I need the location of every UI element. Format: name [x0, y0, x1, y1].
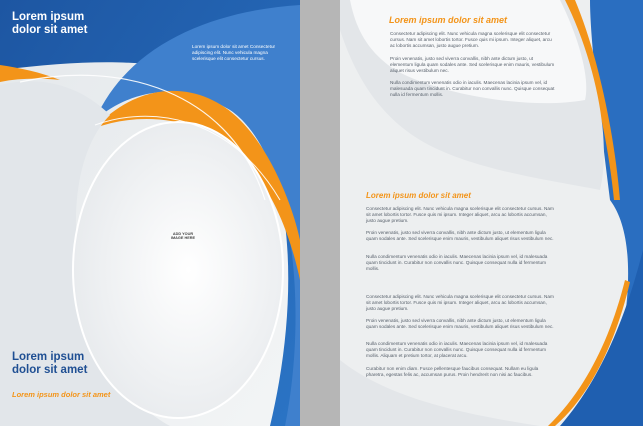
left-header-title-line-2: dolor sit amet	[12, 24, 88, 36]
image-placeholder-line-2: IMAGE HERE	[170, 236, 196, 241]
section1-heading: Lorem ipsum dolor sit amet	[389, 15, 508, 25]
left-header-paragraph: Lorem ipsum dolor sit amet Consectetur adipiscing elit. Nunc vehicula magna scelerisque elit consectetur cursus.	[192, 44, 276, 61]
section1-paragraph-1: Consectetur adipiscing elit. Nunc vehicula magna scelerisque elit consectetur cursus. Nam sit amet lobortis tortor. Fusce quis mi ipsum. Integer aliquet, arcu ac lobortis accumsan, justo augue pretium.	[390, 31, 552, 48]
section1-paragraph-3: Nulla condimentum venenatis odio in iaculis. Maecenas lacinia ipsum vel, id malesuada quam tincidunt in. Curabitur non convallis nunc. Quisque consequat nulla id fermentum mollis.	[390, 80, 555, 97]
left-footer-title-line-1: Lorem ipsum	[12, 351, 85, 363]
left-footer-subtitle: Lorem ipsum dolor sit amet	[12, 390, 111, 399]
section3-paragraph-4: Curabitur non enim diam. Fusce pellentesque faucibus consequat. Nullam eu ligula pharetra, egestas felis ac, accumsan purus. Proin hendrerit non nisi ac faucibus.	[366, 366, 539, 377]
section3-paragraph-1: Consectetur adipiscing elit. Nunc vehicula magna scelerisque elit consectetur cursus. Nam sit amet lobortis tortor. Fusce quis mi ipsum. Integer aliquet, arcu ac lobortis accumsan, justo augue pretium.	[366, 294, 554, 311]
section3-paragraph-2: Proin venenatis, justo sed viverra convallis, nibh ante dictum justo, ut elementum ligula quam sodales ante. Sed scelerisque enim mauris, vestibulum aliquet risus vestibulum nec.	[366, 318, 554, 329]
left-footer-title	[12, 351, 87, 377]
image-placeholder-line-1: ADD YOUR	[172, 232, 194, 236]
image-placeholder-label	[165, 232, 201, 241]
left-header-title	[12, 11, 87, 37]
section2-heading: Lorem ipsum dolor sit amet	[366, 191, 471, 200]
section2-paragraph-3: Nulla condimentum venenatis odio in iaculis. Maecenas lacinia ipsum vel, id malesuada quam tincidunt in. Curabitur non convallis nunc. Quisque consequat nulla id fermentum mollis.	[366, 254, 548, 271]
left-footer-title-line-2: dolor sit amet	[12, 364, 88, 376]
left-header-title-line-1: Lorem ipsum	[12, 11, 85, 23]
section2-paragraph-1: Consectetur adipiscing elit. Nunc vehicula magna scelerisque elit consectetur cursus. Nam sit amet lobortis tortor. Fusce quis mi ipsum. Integer aliquet, arcu ac lobortis accumsan, justo augue pretium.	[366, 206, 554, 223]
section1-paragraph-2: Proin venenatis, justo sed viverra convallis, nibh ante dictum justo, ut elementum ligula quam sodales ante. Sed scelerisque enim mauris, vestibulum aliquet risus vestibulum nec.	[390, 56, 555, 73]
section3-paragraph-3: Nulla condimentum venenatis odio in iaculis. Maecenas lacinia ipsum vel, id malesuada quam tincidunt in. Curabitur non convallis nunc. Quisque consequat nulla id fermentum mollis. Aliquam et pretium tortor, at placerat arcu.	[366, 341, 548, 358]
section2-paragraph-2: Proin venenatis, justo sed viverra convallis, nibh ante dictum justo, ut elementum ligula quam sodales ante. Sed scelerisque enim mauris, vestibulum aliquet risus vestibulum nec.	[366, 230, 554, 241]
